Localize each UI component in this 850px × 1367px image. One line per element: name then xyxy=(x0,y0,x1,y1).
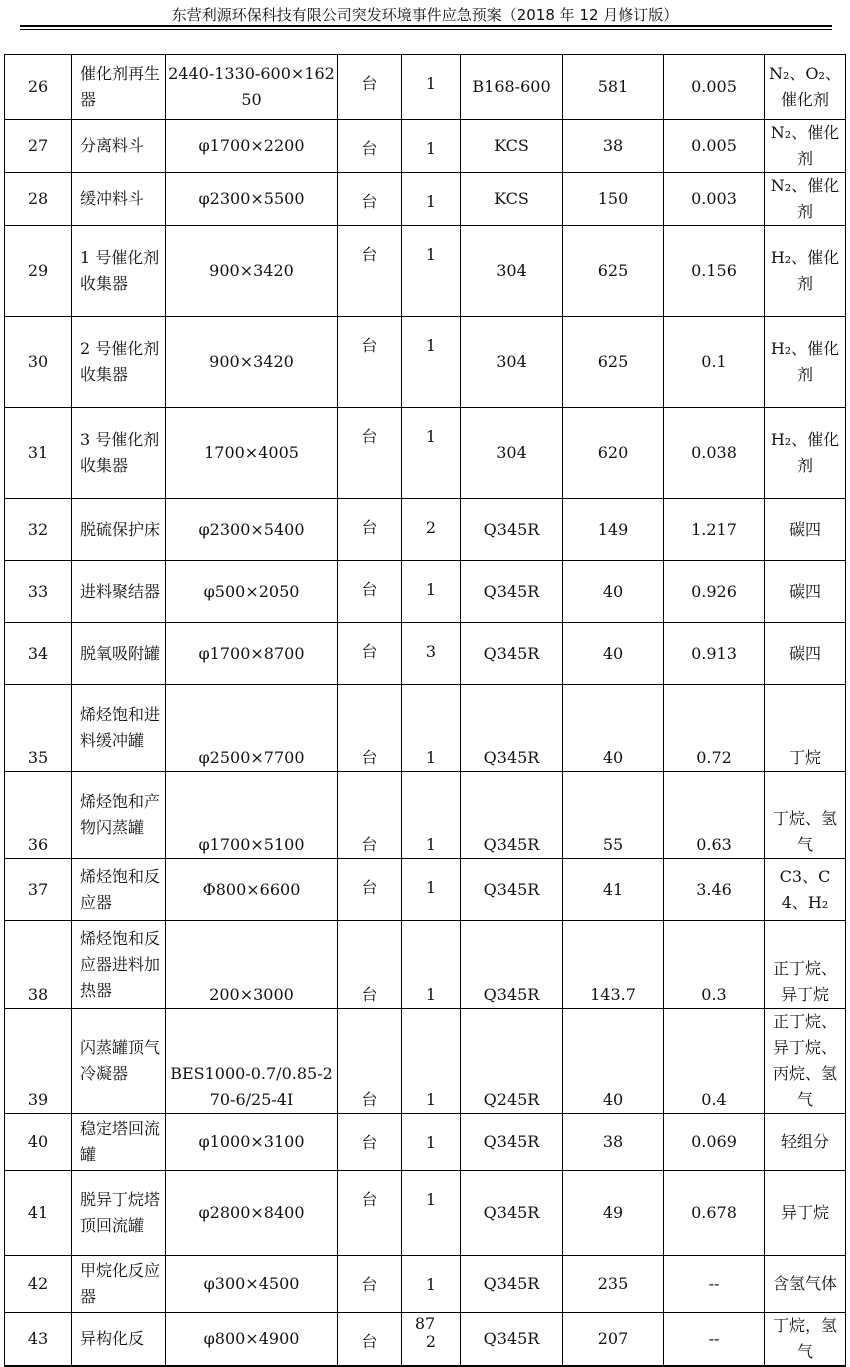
header-rule xyxy=(20,25,832,27)
equipment-name-cell: 烯烃饱和产物闪蒸罐 xyxy=(72,772,166,859)
specification-cell: φ300×4500 xyxy=(166,1256,338,1313)
specification-cell: φ2500×7700 xyxy=(166,685,338,772)
quantity-cell: 1 xyxy=(402,173,461,226)
specification-cell: φ800×4900 xyxy=(166,1313,338,1367)
medium-cell: H₂、催化剂 xyxy=(765,408,846,499)
unit-cell: 台 xyxy=(338,499,402,561)
unit-cell: 台 xyxy=(338,561,402,623)
unit-cell: 台 xyxy=(338,1114,402,1171)
medium-cell: 丁烷，氢气 xyxy=(765,1313,846,1367)
equipment-name-cell: 甲烷化反应器 xyxy=(72,1256,166,1313)
medium-cell: 含氢气体 xyxy=(765,1256,846,1313)
pressure-cell: 0.3 xyxy=(664,921,765,1009)
medium-cell: 碳四 xyxy=(765,561,846,623)
equipment-table xyxy=(4,54,846,1367)
pressure-cell: 0.038 xyxy=(664,408,765,499)
pressure-cell: 0.1 xyxy=(664,317,765,408)
specification-cell: φ1700×5100 xyxy=(166,772,338,859)
temperature-cell: 55 xyxy=(563,772,664,859)
unit-cell: 台 xyxy=(338,1313,402,1367)
quantity-cell: 1 xyxy=(402,55,461,120)
unit-cell: 台 xyxy=(338,55,402,120)
medium-cell: H₂、催化剂 xyxy=(765,317,846,408)
equipment-name-cell: 烯烃饱和反应器进料加热器 xyxy=(72,921,166,1009)
medium-cell: 丁烷 xyxy=(765,685,846,772)
unit-cell: 台 xyxy=(338,120,402,173)
equipment-name-cell: 2 号催化剂收集器 xyxy=(72,317,166,408)
table-row xyxy=(5,1256,846,1313)
material-cell: Q345R xyxy=(461,1313,563,1367)
temperature-cell: 149 xyxy=(563,499,664,561)
quantity-cell: 1 xyxy=(402,921,461,1009)
specification-cell: Φ800×6600 xyxy=(166,859,338,921)
quantity-cell: 1 xyxy=(402,120,461,173)
table-row xyxy=(5,685,846,772)
equipment-name-cell: 脱异丁烷塔顶回流罐 xyxy=(72,1171,166,1256)
pressure-cell: 0.005 xyxy=(664,120,765,173)
specification-cell: 1700×4005 xyxy=(166,408,338,499)
material-cell: Q345R xyxy=(461,561,563,623)
equipment-name-cell: 异构化反 xyxy=(72,1313,166,1367)
quantity-cell: 1 xyxy=(402,859,461,921)
unit-cell: 台 xyxy=(338,685,402,772)
specification-cell: φ1000×3100 xyxy=(166,1114,338,1171)
equipment-name-cell: 烯烃饱和反应器 xyxy=(72,859,166,921)
specification-cell: φ2800×8400 xyxy=(166,1171,338,1256)
equipment-name-cell: 脱硫保护床 xyxy=(72,499,166,561)
unit-cell: 台 xyxy=(338,1009,402,1114)
unit-cell: 台 xyxy=(338,317,402,408)
pressure-cell: 0.156 xyxy=(664,226,765,317)
material-cell: 304 xyxy=(461,408,563,499)
table-row xyxy=(5,921,846,1009)
material-cell: Q345R xyxy=(461,859,563,921)
material-cell: KCS xyxy=(461,120,563,173)
equipment-name-cell: 脱氧吸附罐 xyxy=(72,623,166,685)
pressure-cell: 0.069 xyxy=(664,1114,765,1171)
row-number-cell: 36 xyxy=(5,772,72,859)
quantity-cell: 2 xyxy=(402,499,461,561)
row-number-cell: 37 xyxy=(5,859,72,921)
temperature-cell: 40 xyxy=(563,623,664,685)
quantity-cell: 1 xyxy=(402,408,461,499)
medium-cell: 碳四 xyxy=(765,499,846,561)
page-header: 东营利源环保科技有限公司突发环境事件应急预案（2018 年 12 月修订版） xyxy=(171,6,679,24)
table-row xyxy=(5,561,846,623)
temperature-cell: 150 xyxy=(563,173,664,226)
row-number-cell: 28 xyxy=(5,173,72,226)
table-row xyxy=(5,772,846,859)
equipment-name-cell: 稳定塔回流罐 xyxy=(72,1114,166,1171)
material-cell: KCS xyxy=(461,173,563,226)
temperature-cell: 38 xyxy=(563,1114,664,1171)
medium-cell: 丁烷、氢气 xyxy=(765,772,846,859)
pressure-cell: -- xyxy=(664,1256,765,1313)
temperature-cell: 40 xyxy=(563,561,664,623)
unit-cell: 台 xyxy=(338,1256,402,1313)
medium-cell: C3、C4、H₂ xyxy=(765,859,846,921)
specification-cell: φ500×2050 xyxy=(166,561,338,623)
unit-cell: 台 xyxy=(338,226,402,317)
table-row xyxy=(5,226,846,317)
specification-cell: 2440-1330-600×16250 xyxy=(166,55,338,120)
equipment-name-cell: 分离料斗 xyxy=(72,120,166,173)
temperature-cell: 49 xyxy=(563,1171,664,1256)
row-number-cell: 29 xyxy=(5,226,72,317)
temperature-cell: 235 xyxy=(563,1256,664,1313)
row-number-cell: 35 xyxy=(5,685,72,772)
unit-cell: 台 xyxy=(338,408,402,499)
material-cell: Q345R xyxy=(461,772,563,859)
temperature-cell: 625 xyxy=(563,317,664,408)
row-number-cell: 43 xyxy=(5,1313,72,1367)
unit-cell: 台 xyxy=(338,921,402,1009)
specification-cell: φ2300×5500 xyxy=(166,173,338,226)
pressure-cell: 0.003 xyxy=(664,173,765,226)
material-cell: Q345R xyxy=(461,623,563,685)
medium-cell: N₂、O₂、催化剂 xyxy=(765,55,846,120)
row-number-cell: 26 xyxy=(5,55,72,120)
material-cell: Q345R xyxy=(461,499,563,561)
medium-cell: H₂、催化剂 xyxy=(765,226,846,317)
quantity-cell: 3 xyxy=(402,623,461,685)
unit-cell: 台 xyxy=(338,859,402,921)
material-cell: B168-600 xyxy=(461,55,563,120)
pressure-cell: 0.63 xyxy=(664,772,765,859)
table-row xyxy=(5,1171,846,1256)
temperature-cell: 207 xyxy=(563,1313,664,1367)
page-number: 87 xyxy=(414,1314,436,1333)
specification-cell: BES1000-0.7/0.85-270-6/25-4I xyxy=(166,1009,338,1114)
equipment-name-cell: 闪蒸罐顶气冷凝器 xyxy=(72,1009,166,1114)
quantity-cell: 2 xyxy=(402,1313,461,1367)
specification-cell: φ2300×5400 xyxy=(166,499,338,561)
row-number-cell: 39 xyxy=(5,1009,72,1114)
quantity-cell: 1 xyxy=(402,772,461,859)
table-row xyxy=(5,120,846,173)
temperature-cell: 581 xyxy=(563,55,664,120)
table-row xyxy=(5,499,846,561)
unit-cell: 台 xyxy=(338,623,402,685)
pressure-cell: 1.217 xyxy=(664,499,765,561)
material-cell: Q345R xyxy=(461,685,563,772)
row-number-cell: 42 xyxy=(5,1256,72,1313)
table-row xyxy=(5,173,846,226)
row-number-cell: 30 xyxy=(5,317,72,408)
row-number-cell: 32 xyxy=(5,499,72,561)
temperature-cell: 38 xyxy=(563,120,664,173)
row-number-cell: 38 xyxy=(5,921,72,1009)
row-number-cell: 41 xyxy=(5,1171,72,1256)
table-row xyxy=(5,1009,846,1114)
unit-cell: 台 xyxy=(338,1171,402,1256)
quantity-cell: 1 xyxy=(402,561,461,623)
quantity-cell: 1 xyxy=(402,1256,461,1313)
equipment-name-cell: 进料聚结器 xyxy=(72,561,166,623)
specification-cell: 900×3420 xyxy=(166,317,338,408)
medium-cell: 碳四 xyxy=(765,623,846,685)
material-cell: 304 xyxy=(461,226,563,317)
material-cell: Q345R xyxy=(461,921,563,1009)
medium-cell: N₂、催化剂 xyxy=(765,120,846,173)
equipment-name-cell: 催化剂再生器 xyxy=(72,55,166,120)
equipment-name-cell: 缓冲料斗 xyxy=(72,173,166,226)
row-number-cell: 27 xyxy=(5,120,72,173)
row-number-cell: 31 xyxy=(5,408,72,499)
quantity-cell: 1 xyxy=(402,226,461,317)
table-row xyxy=(5,408,846,499)
temperature-cell: 40 xyxy=(563,685,664,772)
medium-cell: 异丁烷 xyxy=(765,1171,846,1256)
temperature-cell: 625 xyxy=(563,226,664,317)
material-cell: Q345R xyxy=(461,1114,563,1171)
quantity-cell: 1 xyxy=(402,317,461,408)
material-cell: Q345R xyxy=(461,1256,563,1313)
quantity-cell: 1 xyxy=(402,1114,461,1171)
material-cell: 304 xyxy=(461,317,563,408)
specification-cell: 900×3420 xyxy=(166,226,338,317)
unit-cell: 台 xyxy=(338,173,402,226)
pressure-cell: 0.678 xyxy=(664,1171,765,1256)
specification-cell: φ1700×2200 xyxy=(166,120,338,173)
medium-cell: 正丁烷、异丁烷 xyxy=(765,921,846,1009)
table-row xyxy=(5,859,846,921)
pressure-cell: 0.913 xyxy=(664,623,765,685)
equipment-name-cell: 3 号催化剂收集器 xyxy=(72,408,166,499)
unit-cell: 台 xyxy=(338,772,402,859)
table-row xyxy=(5,317,846,408)
specification-cell: φ1700×8700 xyxy=(166,623,338,685)
pressure-cell: 0.005 xyxy=(664,55,765,120)
pressure-cell: 3.46 xyxy=(664,859,765,921)
medium-cell: N₂、催化剂 xyxy=(765,173,846,226)
table-row xyxy=(5,623,846,685)
medium-cell: 轻组分 xyxy=(765,1114,846,1171)
quantity-cell: 1 xyxy=(402,1171,461,1256)
temperature-cell: 41 xyxy=(563,859,664,921)
temperature-cell: 143.7 xyxy=(563,921,664,1009)
temperature-cell: 40 xyxy=(563,1009,664,1114)
equipment-name-cell: 烯烃饱和进料缓冲罐 xyxy=(72,685,166,772)
pressure-cell: 0.4 xyxy=(664,1009,765,1114)
material-cell: Q345R xyxy=(461,1171,563,1256)
specification-cell: 200×3000 xyxy=(166,921,338,1009)
pressure-cell: 0.926 xyxy=(664,561,765,623)
equipment-name-cell: 1 号催化剂收集器 xyxy=(72,226,166,317)
medium-cell: 正丁烷、异丁烷、丙烷、氢气 xyxy=(765,1009,846,1114)
header-rule-thin xyxy=(20,29,832,30)
material-cell: Q245R xyxy=(461,1009,563,1114)
row-number-cell: 33 xyxy=(5,561,72,623)
row-number-cell: 34 xyxy=(5,623,72,685)
table-row xyxy=(5,1114,846,1171)
row-number-cell: 40 xyxy=(5,1114,72,1171)
pressure-cell: -- xyxy=(664,1313,765,1367)
quantity-cell: 1 xyxy=(402,1009,461,1114)
table-row xyxy=(5,55,846,120)
temperature-cell: 620 xyxy=(563,408,664,499)
pressure-cell: 0.72 xyxy=(664,685,765,772)
quantity-cell: 1 xyxy=(402,685,461,772)
